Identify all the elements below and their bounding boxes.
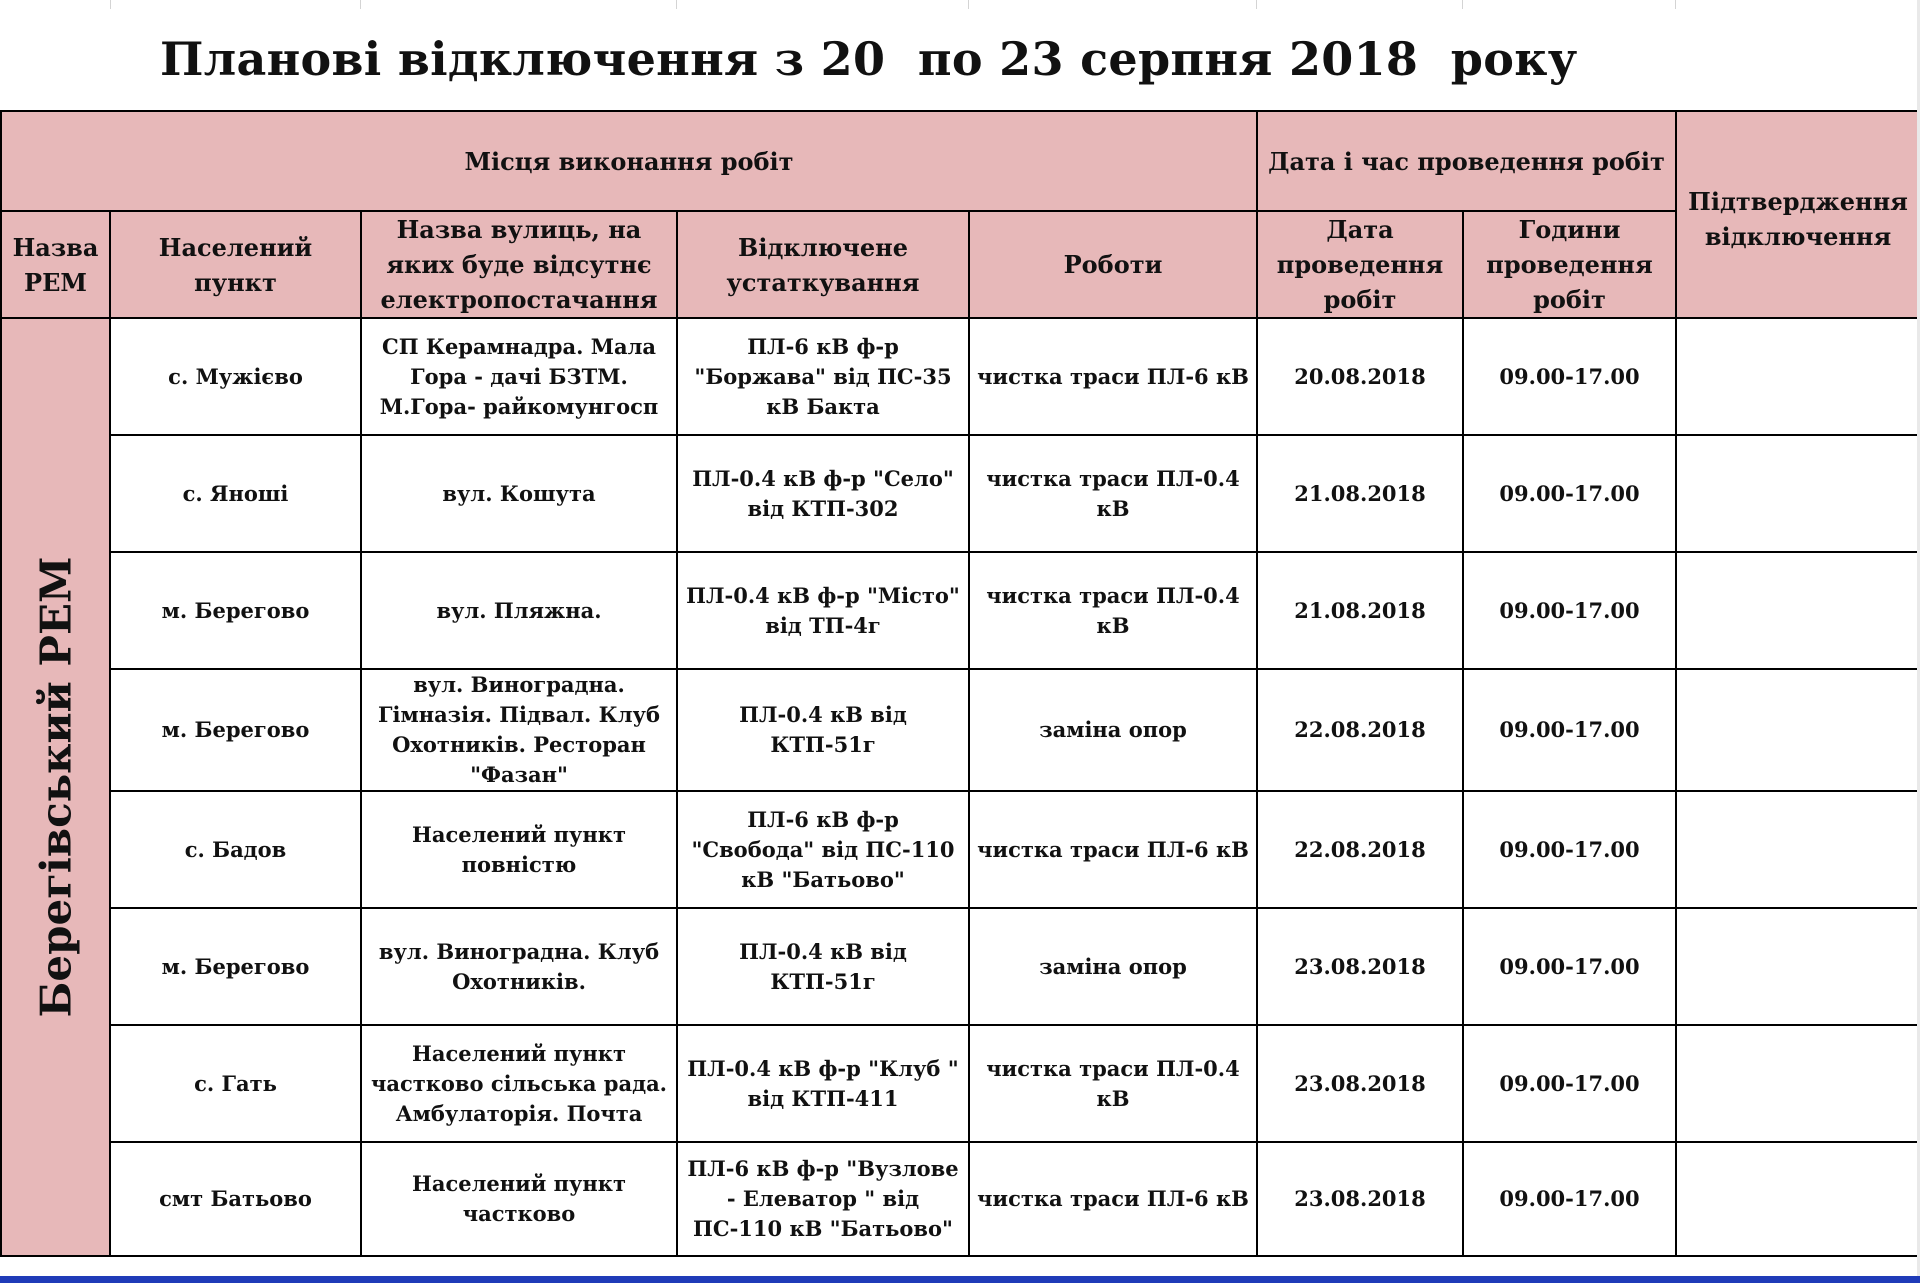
header-row-sub	[1, 211, 1920, 318]
equipment-cell: ПЛ-6 кВ ф-р "Вузлове - Елеватор " від ПС-110 кВ "Батьово"	[677, 1142, 969, 1256]
streets-cell: Населений пункт частково	[361, 1142, 677, 1256]
hours-cell: 09.00-17.00	[1463, 791, 1676, 908]
bottom-bar	[0, 1276, 1920, 1283]
settlement-cell: с. Гать	[110, 1025, 361, 1142]
works-cell: заміна опор	[969, 669, 1257, 791]
settlement-cell: м. Берегово	[110, 669, 361, 791]
date-cell: 23.08.2018	[1257, 1025, 1463, 1142]
settlement-cell: смт Батьово	[110, 1142, 361, 1256]
settlement-cell: м. Берегово	[110, 552, 361, 669]
equipment-cell: ПЛ-0.4 кВ від КТП-51г	[677, 669, 969, 791]
outage-table	[0, 110, 1920, 1257]
date-cell: 23.08.2018	[1257, 908, 1463, 1025]
confirm-cell	[1676, 435, 1920, 552]
table-row	[1, 1025, 1920, 1142]
hours-cell: 09.00-17.00	[1463, 435, 1676, 552]
equipment-cell: ПЛ-0.4 кВ ф-р "Місто" від ТП-4г	[677, 552, 969, 669]
table-row	[1, 552, 1920, 669]
works-cell: чистка траси ПЛ-0.4 кВ	[969, 435, 1257, 552]
table-row	[1, 908, 1920, 1025]
streets-cell: Населений пункт частково сільська рада. Амбулаторія. Почта	[361, 1025, 677, 1142]
confirm-cell	[1676, 318, 1920, 435]
sheet-gridlines	[0, 0, 1920, 10]
works-cell: чистка траси ПЛ-6 кВ	[969, 1142, 1257, 1256]
header-date: Дата проведення робіт	[1257, 211, 1463, 318]
hours-cell: 09.00-17.00	[1463, 552, 1676, 669]
rem-name: Берегівський РЕМ	[31, 556, 80, 1018]
hours-cell: 09.00-17.00	[1463, 908, 1676, 1025]
confirm-cell	[1676, 669, 1920, 791]
streets-cell: СП Керамнадра. Мала Гора - дачі БЗТМ. М.Гора- райкомунгосп	[361, 318, 677, 435]
header-datetime: Дата і час проведення робіт	[1257, 111, 1676, 211]
date-cell: 20.08.2018	[1257, 318, 1463, 435]
equipment-cell: ПЛ-0.4 кВ ф-р "Село" від КТП-302	[677, 435, 969, 552]
header-hours: Години проведення робіт	[1463, 211, 1676, 318]
header-streets: Назва вулиць, на яких буде відсутнє електропостачання	[361, 211, 677, 318]
date-cell: 21.08.2018	[1257, 435, 1463, 552]
table-row	[1, 669, 1920, 791]
header-row-top	[1, 111, 1920, 211]
table-row	[1, 791, 1920, 908]
rem-name-cell	[1, 318, 110, 1256]
equipment-cell: ПЛ-0.4 кВ ф-р "Клуб " від КТП-411	[677, 1025, 969, 1142]
date-cell: 22.08.2018	[1257, 791, 1463, 908]
settlement-cell: м. Берегово	[110, 908, 361, 1025]
streets-cell: вул. Виноградна. Гімназія. Підвал. Клуб Охотників. Ресторан "Фазан"	[361, 669, 677, 791]
confirm-cell	[1676, 1142, 1920, 1256]
table-row	[1, 1142, 1920, 1256]
header-settlement: Населений пункт	[110, 211, 361, 318]
hours-cell: 09.00-17.00	[1463, 1142, 1676, 1256]
hours-cell: 09.00-17.00	[1463, 318, 1676, 435]
works-cell: чистка траси ПЛ-6 кВ	[969, 791, 1257, 908]
equipment-cell: ПЛ-6 кВ ф-р "Боржава" від ПС-35 кВ Бакта	[677, 318, 969, 435]
works-cell: чистка траси ПЛ-0.4 кВ	[969, 1025, 1257, 1142]
works-cell: чистка траси ПЛ-0.4 кВ	[969, 552, 1257, 669]
header-works: Роботи	[969, 211, 1257, 318]
date-cell: 23.08.2018	[1257, 1142, 1463, 1256]
hours-cell: 09.00-17.00	[1463, 669, 1676, 791]
works-cell: заміна опор	[969, 908, 1257, 1025]
hours-cell: 09.00-17.00	[1463, 1025, 1676, 1142]
confirm-cell	[1676, 908, 1920, 1025]
works-cell: чистка траси ПЛ-6 кВ	[969, 318, 1257, 435]
streets-cell: вул. Кошута	[361, 435, 677, 552]
equipment-cell: ПЛ-0.4 кВ від КТП-51г	[677, 908, 969, 1025]
confirm-cell	[1676, 552, 1920, 669]
streets-cell: вул. Пляжна.	[361, 552, 677, 669]
settlement-cell: с. Яноші	[110, 435, 361, 552]
header-confirm: Підтвердження відключення	[1676, 111, 1920, 318]
streets-cell: вул. Виноградна. Клуб Охотників.	[361, 908, 677, 1025]
date-cell: 21.08.2018	[1257, 552, 1463, 669]
header-equipment: Відключене устаткування	[677, 211, 969, 318]
header-places: Місця виконання робіт	[1, 111, 1257, 211]
streets-cell: Населений пункт повністю	[361, 791, 677, 908]
equipment-cell: ПЛ-6 кВ ф-р "Свобода" від ПС-110 кВ "Батьово"	[677, 791, 969, 908]
settlement-cell: с. Мужієво	[110, 318, 361, 435]
table-row	[1, 435, 1920, 552]
header-rem-name: Назва РЕМ	[1, 211, 110, 318]
confirm-cell	[1676, 791, 1920, 908]
page-title: Планові відключення з 20 по 23 серпня 2018 року	[160, 32, 1578, 86]
settlement-cell: с. Бадов	[110, 791, 361, 908]
confirm-cell	[1676, 1025, 1920, 1142]
table-row	[1, 318, 1920, 435]
date-cell: 22.08.2018	[1257, 669, 1463, 791]
